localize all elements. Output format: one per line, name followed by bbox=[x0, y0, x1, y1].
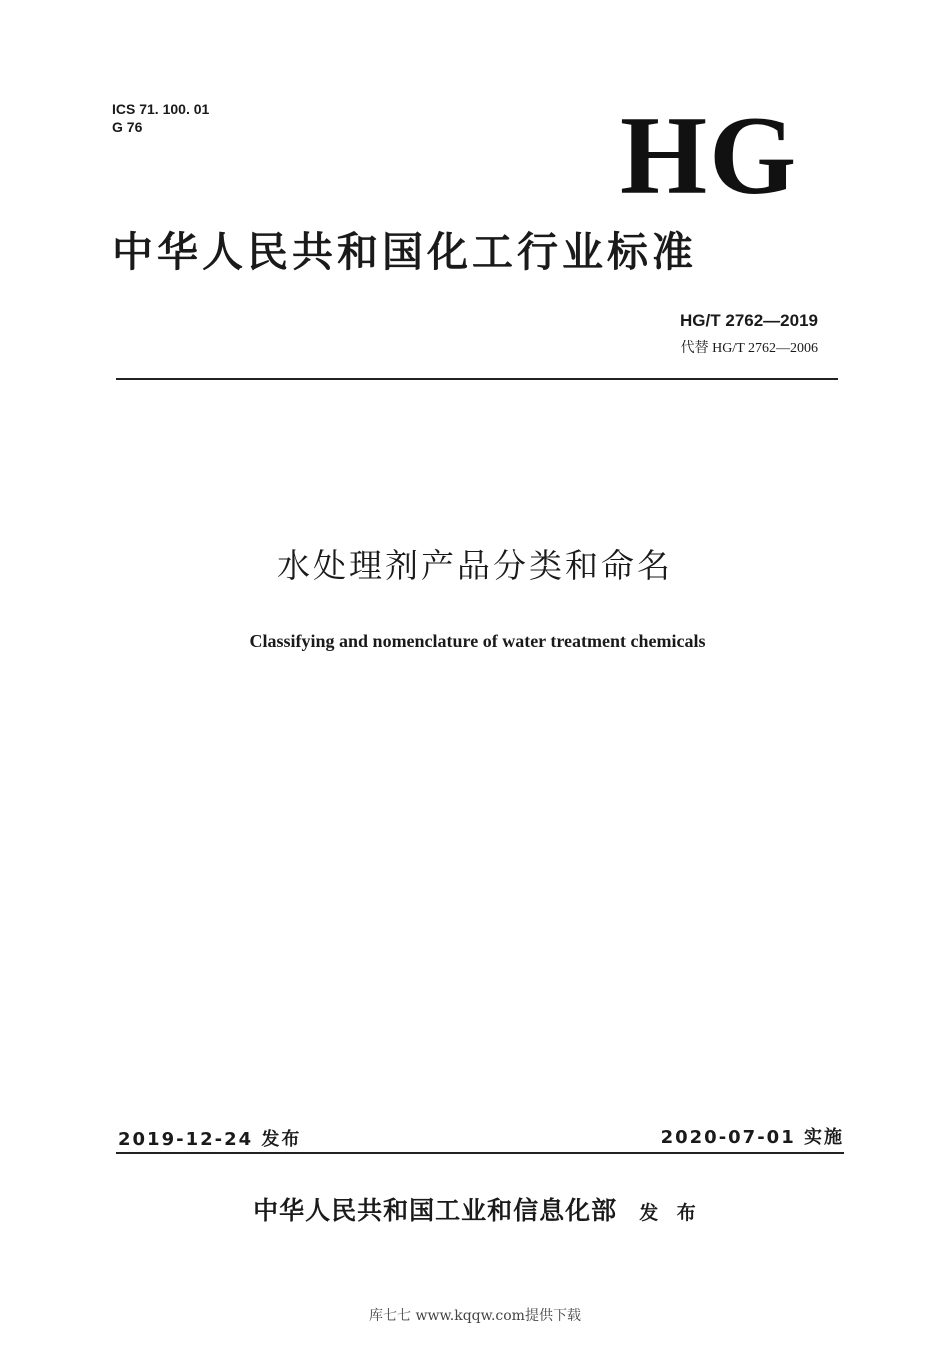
classification-block bbox=[112, 100, 209, 136]
category-code: G 76 bbox=[112, 119, 143, 135]
download-footer: 库七七 www.kqqw.com提供下载 bbox=[369, 1308, 581, 1324]
implementation-date: 2020-07-01 实施 bbox=[660, 1127, 844, 1148]
publisher-name: 中华人民共和国工业和信息化部 bbox=[253, 1196, 618, 1225]
standard-title: 中华人民共和国化工行业标准 bbox=[112, 228, 697, 276]
bottom-divider bbox=[116, 1152, 844, 1154]
publisher-line bbox=[0, 1194, 950, 1230]
top-divider bbox=[116, 378, 838, 380]
issue-date: 2019-12-24 发布 bbox=[118, 1129, 302, 1150]
replaces-standard: 代替 HG/T 2762—2006 bbox=[680, 341, 818, 356]
document-title-english: Classifying and nomenclature of water treatment chemicals bbox=[249, 631, 706, 651]
publisher-action: 发 布 bbox=[639, 1202, 702, 1224]
standard-number: HG/T 2762—2019 bbox=[680, 311, 818, 330]
ics-code: ICS 71. 100. 01 bbox=[112, 101, 210, 117]
document-title-chinese: 水处理剂产品分类和命名 bbox=[277, 546, 673, 585]
hg-logo: HG bbox=[620, 94, 799, 218]
